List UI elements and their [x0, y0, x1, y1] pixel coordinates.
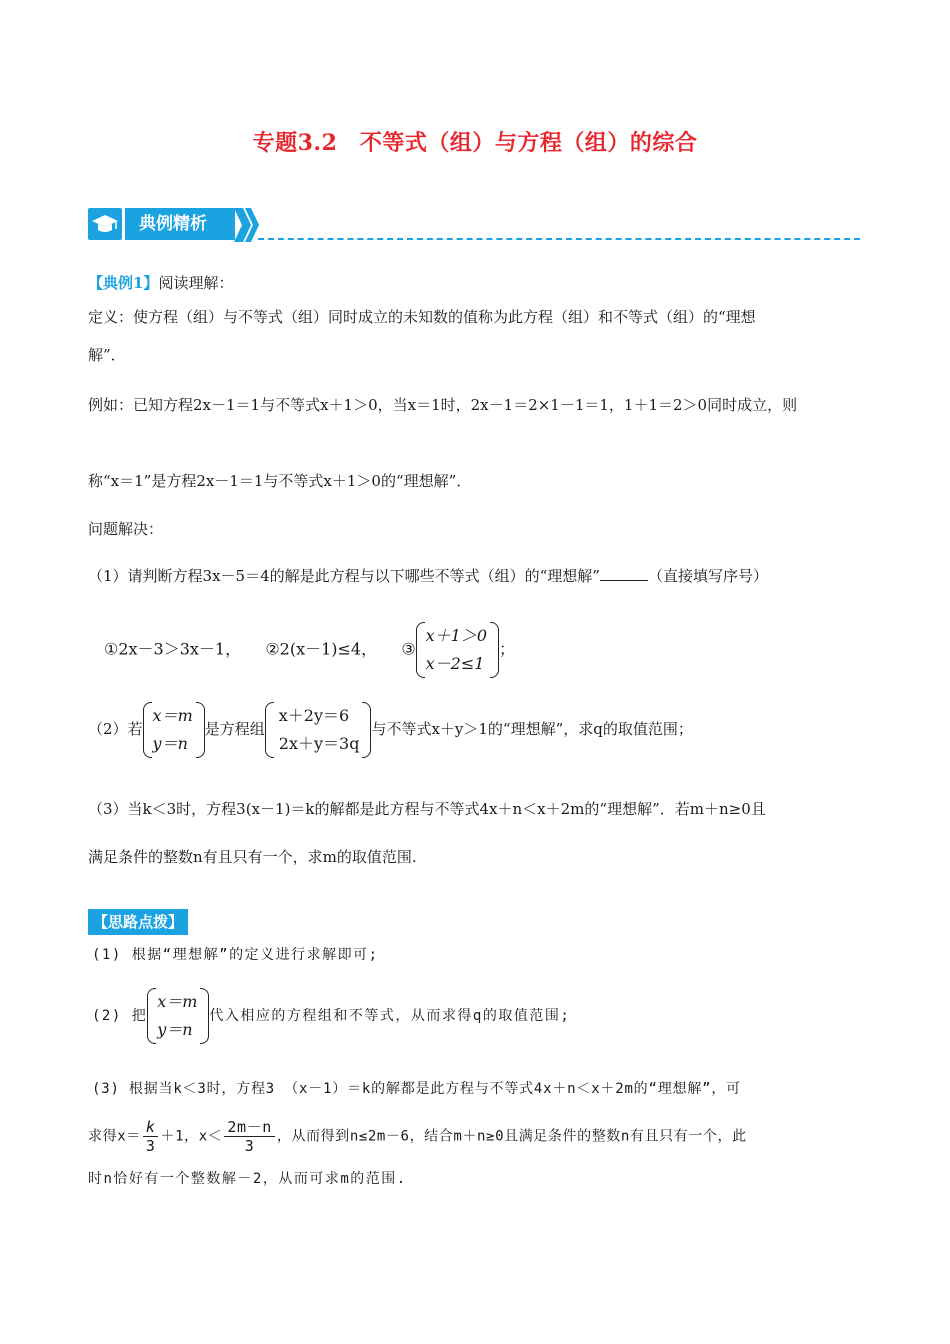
left-brace — [265, 702, 274, 758]
question-1-note: （直接填写序号） — [647, 567, 768, 585]
hint-2-lead: (2) 把 — [92, 1008, 148, 1024]
chevron-right-icon — [234, 208, 262, 242]
page-title: 专题3.2 不等式（组）与方程（组）的综合 — [252, 130, 698, 156]
option-1: ①2x－3＞3x－1， — [104, 639, 242, 659]
question-1-options — [104, 622, 515, 678]
hint-3-text-b: ＋1，x＜ — [160, 1128, 223, 1145]
example-tag: 【典例1】 — [88, 274, 159, 292]
hint-3-line-1: (3) 根据当k＜3时，方程3 （x－1）＝k的解都是此方程与不等式4x＋n＜x＋2m的“理想解”，可 — [92, 1081, 741, 1097]
hint-2-rest: 代入相应的方程组和不等式，从而求得q的取值范围; — [209, 1008, 571, 1024]
question-2-end: 与不等式x＋y＞1的“理想解”，求q的取值范围； — [371, 720, 693, 738]
answer-blank — [600, 564, 648, 581]
option-3-label: ③ — [401, 639, 416, 659]
hint-1: (1) 根据“理想解”的定义进行求解即可; — [92, 947, 379, 963]
system-row: x＋1＞0 — [425, 626, 488, 645]
option-3-end: ； — [499, 639, 516, 659]
system-row: y＝n — [152, 734, 188, 753]
fraction-numerator: 2m－n — [224, 1118, 275, 1137]
definition-line-2: 解”． — [88, 346, 126, 364]
question-3-line-1: （3）当k＜3时，方程3(x－1)＝k的解都是此方程与不等式4x＋n＜x＋2m的“理想解”．若m＋n≥0且 — [88, 800, 766, 818]
example-line-1: 例如：已知方程2x－1＝1与不等式x＋1＞0，当x＝1时，2x－1＝2×1－1＝1，1＋1＝2＞0同时成立，则 — [88, 396, 798, 414]
system-row: x＝m — [152, 706, 193, 725]
definition-line-1: 定义：使方程（组）与不等式（组）同时成立的未知数的值称为此方程（组）和不等式（组）的“理想 — [88, 308, 756, 326]
right-brace — [196, 702, 205, 758]
fraction-numerator: k — [143, 1118, 159, 1137]
system-row: y＝n — [157, 1020, 193, 1039]
system-row: x＝m — [157, 992, 198, 1011]
example-line-2: 称“x＝1”是方程2x－1＝1与不等式x＋1＞0的“理想解”． — [88, 472, 472, 490]
hint-3-text-c: ，从而得到n≤2m－6，结合m＋n≥0且满足条件的整数n有且只有一个，此 — [276, 1128, 747, 1145]
fraction-denominator: 3 — [145, 1137, 156, 1155]
fraction — [143, 1118, 159, 1155]
right-brace — [362, 702, 371, 758]
hint-3-text-a: 求得x＝ — [88, 1128, 141, 1145]
section-banner-label: 典例精析 — [125, 208, 235, 240]
system-row: x＋2y＝6 — [278, 706, 350, 725]
example-heading — [88, 272, 233, 294]
left-brace — [143, 702, 152, 758]
fraction-denominator: 3 — [244, 1137, 255, 1155]
system-row: 2x＋y＝3q — [278, 734, 360, 753]
left-brace — [416, 622, 425, 678]
hint-2 — [92, 988, 570, 1044]
section-divider — [258, 238, 860, 240]
fraction — [224, 1118, 275, 1155]
question-2-lead: （2）若 — [88, 720, 143, 738]
option-2: ②2(x－1)≤4， — [265, 639, 378, 659]
question-1-text: （1）请判断方程3x－5＝4的解是此方程与以下哪些不等式（组）的“理想解” — [88, 567, 600, 585]
right-brace — [490, 622, 499, 678]
hint-3-line-3: 时n恰好有一个整数解－2，从而可求m的范围. — [88, 1171, 407, 1187]
left-brace — [147, 988, 156, 1044]
system-row: x－2≤1 — [425, 654, 485, 673]
right-brace — [200, 988, 209, 1044]
question-3-line-2: 满足条件的整数n有且只有一个，求m的取值范围. — [88, 848, 417, 866]
option-3-system — [416, 622, 499, 678]
variable-system — [143, 702, 205, 758]
question-1 — [88, 564, 768, 587]
graduation-cap-icon — [88, 208, 122, 240]
equation-system — [265, 702, 372, 758]
example-intro: 阅读理解： — [158, 274, 234, 292]
question-2 — [88, 702, 693, 758]
question-2-mid: 是方程组 — [204, 720, 265, 738]
hint-3-line-2 — [88, 1118, 747, 1155]
hint-tag: 【思路点拨】 — [88, 909, 188, 935]
variable-system — [147, 988, 209, 1044]
problem-intro: 问题解决： — [88, 520, 164, 538]
